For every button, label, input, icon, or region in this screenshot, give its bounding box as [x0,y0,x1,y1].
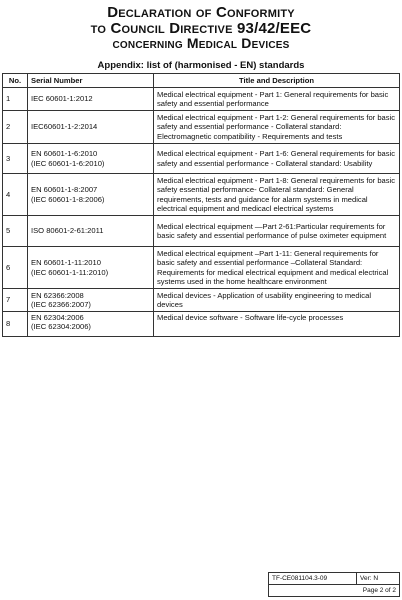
row-number: 5 [3,216,28,247]
row-number: 1 [3,88,28,111]
directive-title: to Council Directive 93/42/EEC [90,20,312,37]
serial-line: EN 62366:2008 [31,290,84,300]
row-number: 8 [3,312,28,337]
serial-line: EN 60601-1-8:2007 [31,185,98,195]
row-number: 7 [3,289,28,312]
serial-line: (IEC 60601-1-11:2010) [31,267,109,277]
serial-line: EN 60601-1-6:2010 [31,149,98,159]
row-number: 2 [3,111,28,144]
appendix-title: Appendix: list of (harmonised - EN) standards [97,60,305,71]
serial-number [28,247,154,289]
table-row [3,111,400,144]
column-header-no: No. [3,74,28,88]
serial-line: IEC60601-1-2:2014 [31,122,98,132]
column-header-serial: Serial Number [28,74,154,88]
table-row [3,88,400,111]
table-row [3,174,400,216]
row-number: 4 [3,174,28,216]
serial-line: EN 60601-1-11:2010 [31,258,101,268]
standard-description: Medical electrical equipment –Part 1-11: General requirements for basic safety and essential performance –Collateral Standard: Requirements for medical electrical equipment and medical electrical systems used in the home healthcare environment [154,247,400,289]
serial-line: ISO 80601-2-61:2011 [31,226,104,236]
serial-number [28,174,154,216]
row-number: 6 [3,247,28,289]
serial-number [28,289,154,312]
footer-row [269,585,400,597]
standard-description: Medical electrical equipment - Part 1: General requirements for basic safety and essential performance [154,88,400,111]
standard-description: Medical electrical equipment —Part 2-61:Particular requirements for basic safety and essential performance of pulse oximeter equipment [154,216,400,247]
document-id: TF-CE081104.3-09 [269,573,357,585]
page-number: Page 2 of 2 [269,585,400,597]
serial-number [28,216,154,247]
standard-description: Medical electrical equipment - Part 1-8: General requirements for basic safety essential performance- Collateral standard: General requirements, tests and guidance for alarm systems in medical electrical equipment and medicacl electrical systems [154,174,400,216]
standard-description: Medical electrical equipment - Part 1-6: General requirements for basic safety and essential performance - Collateral standard: Usability [154,144,400,174]
serial-number [28,88,154,111]
document-version: Ver: N [357,573,400,585]
serial-line: (IEC 62366:2007) [31,300,91,309]
serial-line: (IEC 60601-1-6:2010) [31,158,105,168]
table-row [3,289,400,312]
column-header-title: Title and Description [154,74,400,88]
serial-line: EN 62304:2006 [31,313,84,322]
standard-description: Medical devices - Application of usability engineering to medical devices [154,289,400,312]
serial-line: IEC 60601-1:2012 [31,94,93,104]
standard-description: Medical device software - Software life-cycle processes [154,312,400,337]
document-footer [268,572,400,597]
serial-number [28,111,154,144]
standards-table [2,73,400,337]
footer-row [269,573,400,585]
serial-number [28,312,154,337]
subject-title: concerning Medical Devices [112,35,290,51]
table-row [3,312,400,337]
row-number: 3 [3,144,28,174]
table-row [3,247,400,289]
declaration-title: Declaration of Conformity [107,4,295,21]
standard-description: Medical electrical equipment - Part 1-2: General requirements for basic safety and essential performance - Collateral standard: Electromagnetic compatibility - Requirements and tests [154,111,400,144]
table-row [3,144,400,174]
table-header-row [3,74,400,88]
serial-line: (IEC 62304:2006) [31,322,91,332]
serial-line: (IEC 60601-1-8:2006) [31,194,105,204]
serial-number [28,144,154,174]
table-row [3,216,400,247]
